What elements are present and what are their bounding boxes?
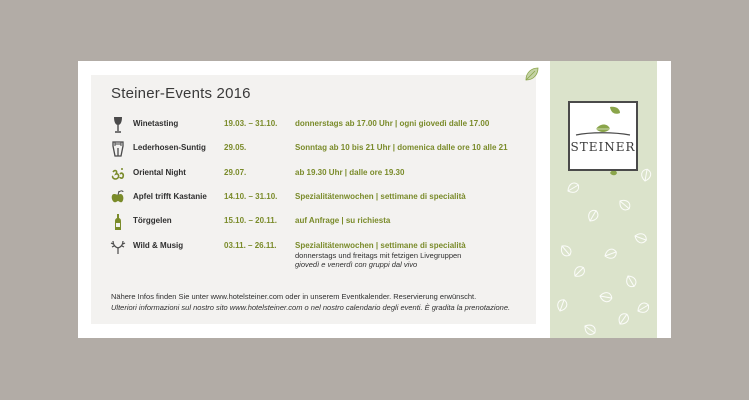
- logo-text: STEINER: [570, 140, 636, 154]
- steiner-logo: [568, 101, 638, 171]
- event-info: auf Anfrage | su richiesta: [295, 216, 391, 225]
- event-info: Spezialitätenwochen | settimane di specialità: [295, 192, 466, 201]
- event-extra-it: giovedì e venerdì con gruppi dal vivo: [295, 260, 418, 269]
- page-title: Steiner-Events 2016: [111, 85, 251, 102]
- event-info: Spezialitätenwochen | settimane di specialità: [295, 241, 466, 250]
- event-date: 29.05.: [224, 143, 247, 152]
- wine-bottle-icon: [110, 213, 126, 231]
- event-date: 29.07.: [224, 168, 247, 177]
- event-name: Törggelen: [133, 216, 172, 225]
- event-name: Lederhosen-Suntig: [133, 143, 206, 152]
- event-date: 14.10. – 31.10.: [224, 192, 278, 201]
- event-name: Winetasting: [133, 119, 179, 128]
- event-name: Wild & Musig: [133, 241, 184, 250]
- event-name: Apfel trifft Kastanie: [133, 192, 207, 201]
- leaf-icon: [570, 103, 636, 169]
- event-info: Sonntag ab 10 bis 21 Uhr | domenica dalle ore 10 alle 21: [295, 143, 508, 152]
- apple-chestnut-icon: [110, 189, 126, 207]
- lederhosen-icon: [110, 140, 126, 158]
- event-date: 03.11. – 26.11.: [224, 241, 277, 250]
- event-date: 19.03. – 31.10.: [224, 119, 278, 128]
- footer-info-de: Nähere Infos finden Sie unter www.hotelsteiner.com oder in unserem Eventkalender. Reservierung erwünscht.: [111, 292, 477, 301]
- leaf-icon: [524, 66, 540, 82]
- footer-info-it: Ulteriori informazioni sul nostro sito www.hotelsteiner.com o nel nostro calendario degli eventi. È gradita la prenotazione.: [111, 303, 511, 312]
- event-name: Oriental Night: [133, 168, 186, 177]
- event-info: ab 19.30 Uhr | dalle ore 19.30: [295, 168, 405, 177]
- event-info: donnerstags ab 17.00 Uhr | ogni giovedì dalle 17.00: [295, 119, 490, 128]
- om-icon: [110, 165, 126, 183]
- event-date: 15.10. – 20.11.: [224, 216, 277, 225]
- wine-glass-icon: [110, 116, 126, 134]
- antlers-icon: [110, 238, 126, 256]
- event-extra-de: donnerstags und freitags mit fetzigen Livegruppen: [295, 251, 462, 260]
